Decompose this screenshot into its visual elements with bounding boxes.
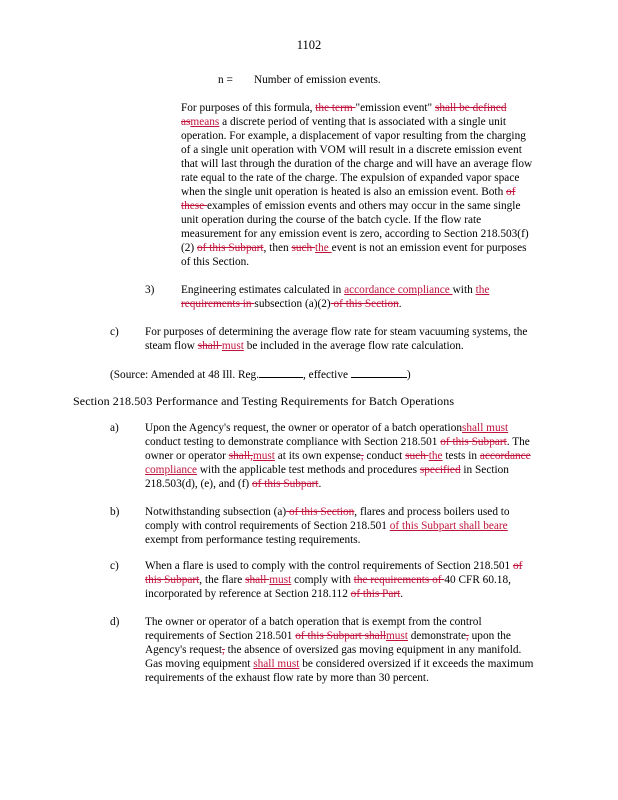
definition-symbol: n = <box>218 74 233 86</box>
sec-b-text: Notwithstanding subsection (a) of this Section, flares and process boilers used to comply with control requirements of Section 218.501 of this Subpart shall beare exempt from performance testing requirements. <box>145 506 510 546</box>
item-3-label: 3) <box>145 284 155 296</box>
item-c-steam-text: For purposes of determining the average flow rate for steam vacuuming systems, the steam flow shall must be included in the average flow rate calculation. <box>145 326 528 352</box>
effective-blank <box>351 367 407 378</box>
item-c-steam-label: c) <box>110 326 119 338</box>
sec-d-label: d) <box>110 616 120 628</box>
item-3-text: Engineering estimates calculated in accordance compliance with the requirements in subsection (a)(2) of this Section. <box>181 284 490 310</box>
reg-blank <box>259 367 303 378</box>
sec-c-text: When a flare is used to comply with the control requirements of Section 218.501 of this Subpart, the flare shall must comply with the requirements of 40 CFR 60.18, incorporated by reference at Section 218.112 of this Part. <box>145 560 523 600</box>
sec-a-label: a) <box>110 422 119 434</box>
sec-c-label: c) <box>110 560 119 572</box>
sec-d-text: The owner or operator of a batch operation that is exempt from the control requirements of Section 218.501 of this Subpart shallmust demonstrate, upon the Agency's request, the absence of oversized gas moving equipment in any manifold. Gas moving equipment shall must be considered oversized if it exceeds the maximum requirements of the exhaust flow rate by more than 30 percent. <box>145 616 534 684</box>
formula-paragraph: For purposes of this formula, the term "emission event" shall be defined asmeans a discrete period of venting that is associated with a single unit operation. For example, a displacement of vapor resulting from the charging of a single unit operation with VOM will result in a discrete emission event that will last through the duration of the charge and will have an average flow rate equal to the rate of the charge. The expulsion of expanded vapor space when the single unit operation is heated is also an emission event. Both of these examples of emission events and others may occur in the same single unit operation during the course of the batch cycle. If the flow rate measurement for any emission event is zero, according to Section 218.503(f)(2) of this Subpart, then such the event is not an emission event for purposes of this Section. <box>181 102 533 268</box>
section-heading: Section 218.503 Performance and Testing Requirements for Batch Operations <box>73 394 455 408</box>
definition-text: Number of emission events. <box>254 74 381 86</box>
sec-a-text: Upon the Agency's request, the owner or operator of a batch operationshall must conduct testing to demonstrate compliance with Section 218.501 of this Subpart. The owner or operator shall,must at its own expense, conduct such the tests in accordance compliance with the applicable test methods and procedures specified in Section 218.503(d), (e), and (f) of this Subpart. <box>145 422 531 490</box>
sec-b-label: b) <box>110 506 120 518</box>
source-line: (Source: Amended at 48 Ill. Reg. , effective ) <box>110 369 411 381</box>
page-number: 1102 <box>296 38 322 52</box>
